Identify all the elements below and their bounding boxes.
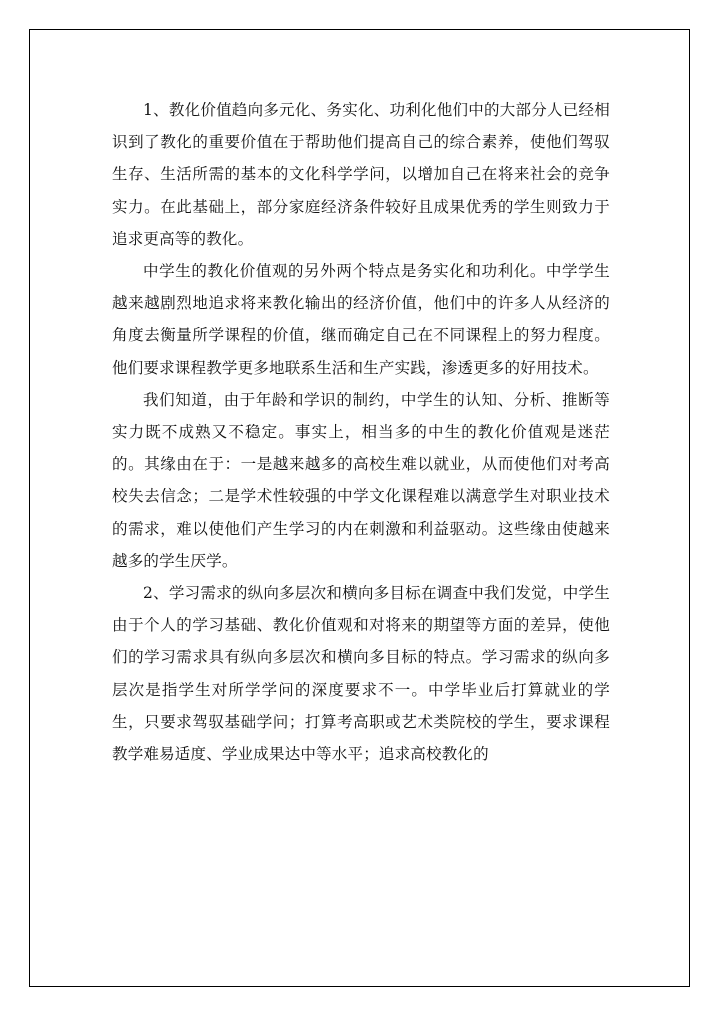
paragraph-3: 我们知道，由于年龄和学识的制约，中学生的认知、分析、推断等实力既不成熟又不稳定。事实上，相当多的中生的教化价值观是迷茫的。其缘由在于：一是越来越多的高校生难以就业，从而使他们对考高校失去信念；二是学术性较强的中学文化课程难以满意学生对职业技术的需求，难以使他们产生学习的内在刺激和利益驱动。这些缘由使越来越多的学生厌学。 [112,390,610,570]
paragraph-2: 中学生的教化价值观的另外两个特点是务实化和功利化。中学学生越来越剧烈地追求将来教化输出的经济价值，他们中的许多人从经济的角度去衡量所学课程的价值，继而确定自己在不同课程上的努力程度。他们要求课程教学更多地联系生活和生产实践，渗透更多的好用技术。 [112,262,610,377]
paragraph-1: 1、教化价值趋向多元化、务实化、功利化他们中的大部分人已经相识到了教化的重要价值在于帮助他们提高自己的综合素养，使他们驾驭生存、生活所需的基本的文化科学学问，以增加自己在将来社会的竞争实力。在此基础上，部分家庭经济条件较好且成果优秀的学生则致力于追求更高等的教化。 [112,101,610,248]
paragraph-4: 2、学习需求的纵向多层次和横向多目标在调查中我们发觉，中学生由于个人的学习基础、教化价值观和对将来的期望等方面的差异，使他们的学习需求具有纵向多层次和横向多目标的特点。学习需求的纵向多层次是指学生对所学学问的深度要求不一。中学毕业后打算就业的学生，只要求驾驭基础学问；打算考高职或艺术类院校的学生，要求课程教学难易适度、学业成果达中等水平；追求高校教化的 [112,584,610,764]
document-body [112,94,610,770]
